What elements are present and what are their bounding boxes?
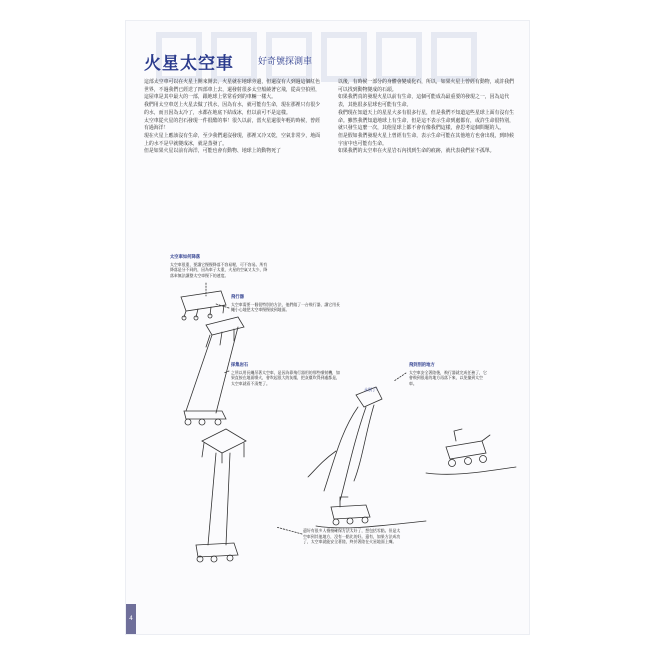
caption-text: 太空車很重，要讓它慢慢降落不容易喔，可不容易。所有降落是分不同的，因為車子太重，火星的空氣又太少，降落傘無法讓整太空車慢下的速度。 xyxy=(170,261,268,278)
caption-landing xyxy=(170,255,270,278)
book-page xyxy=(125,20,530,635)
caption-samples xyxy=(231,363,343,386)
paragraph: 我們用太空車送上火星去做了找水，因為有水，就可能有生命，現在那裡只有很少的水，而且因為太冷了，水都在地底下結成冰，但以前可不是這樣。 xyxy=(144,102,321,116)
paragraph: 以後，有時候一部分的身體會變成化石，所以，如果火星上曾經有動物，或許我們可以找到動物變成的石頭。 xyxy=(338,79,515,93)
caption-text: 之所以用長繩吊著太空車，是因為靠飛行器用的那些噴射機，如果直接在地面噴火，會吹起很大的灰塵，把灰塵吹得到處都是，太空車就看不清楚了。 xyxy=(231,369,340,386)
paragraph: 這部太空車可以在火星上開來開去，火星就在地球旁邊，但還沒有人到過這個紅色世界，不過我們已經送了四部車上去，還發射很多太空船繞著它飛，從高空拍照，這屋車是其中最大的一部，跟地球上常常看到的車輛一樣大。 xyxy=(144,79,321,101)
page-title: 火星太空車 xyxy=(144,54,234,74)
caption-title: 採集岩石 xyxy=(231,363,249,368)
paragraph: 但是如果火星以前有海洋，可能也會有動物、地球上的動物死了 xyxy=(144,148,281,155)
caption-title: 太空車如何降落 xyxy=(170,255,201,260)
caption-text: 太空車需要一個很特別的方法，他們做了一台飛行器，讓它用長繩小心地把太空車慢慢放到地面。 xyxy=(231,301,340,312)
caption-title: 飛到別的地方 xyxy=(409,363,435,368)
caption-text: 還好有很多人慢慢確保方法太好了，想包括零點。但是太空車到其他地方，沒有一點比的好。還有，如果方法成功了，太空車就能安全著陸，終於著陸在火星地面上囉。 xyxy=(303,528,401,544)
page-number-tab: 4 xyxy=(126,604,136,634)
page-subtitle: 好奇號探測車 xyxy=(258,57,313,67)
caption-flyaway xyxy=(409,363,489,386)
paragraph: 太空車從火星的岩石發現一件很酷的事！很久以前，當火星還很年輕的時候，曾經有過海洋！ xyxy=(144,117,321,132)
paragraph: 但是假如我們發現火星上曾經有生命，表示生命可能在其他地方也會出現，到時候宇宙中也可能有生命。 xyxy=(338,132,515,147)
paragraph: 如果我們真的發現火星以前有生命，這個可能成為最重要的發現之一，因為這代表，其他很多星球也可能有生命。 xyxy=(338,94,510,109)
paragraph: 如果我們的太空車在火星岩石內找到生命的痕跡，就代表我們並不孤單。 xyxy=(338,148,495,155)
paragraph: 現在火星上應該沒有生命，至少我們還沒發現，那裡又冷又乾，空氣非常少，地面上的水不是早就變成冰，就是蒸發了。 xyxy=(144,132,321,147)
caption-wheels xyxy=(303,528,403,545)
caption-rocket xyxy=(231,295,343,313)
paragraph: 我們現在知道天上的星星大多有很多行星，但是我們不知道這些星球上面有沒有生命。雖然我們知道地球上有生命，但是這不表示生命到處都有，或許生命很特別，就只發生這麼一次，其他星球上都不會有像我們這樣，會思考這個問題的人。 xyxy=(338,109,515,132)
caption-title: 飛行器 xyxy=(231,295,244,300)
caption-text: 太空車安全著陸後，飛行器就完成任務了，它會飛到很遠的地方再落下來，以免撞到太空車。 xyxy=(409,369,487,386)
farewell-note: 永別了！ xyxy=(364,387,380,392)
